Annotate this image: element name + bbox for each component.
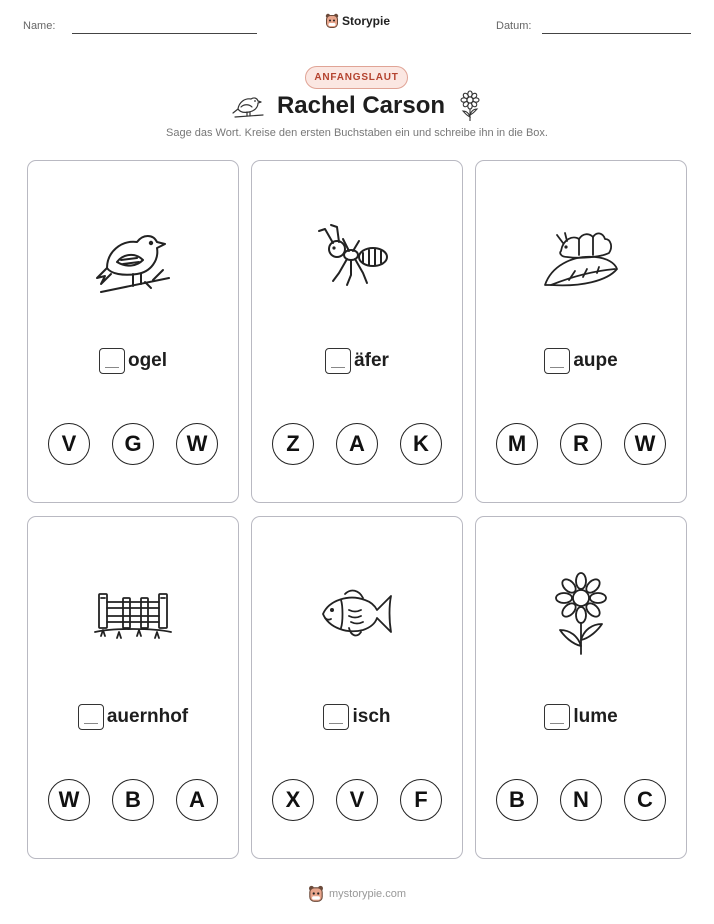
word-remainder: ogel <box>127 350 168 371</box>
answer-box[interactable] <box>99 348 125 374</box>
answer-box[interactable] <box>544 348 570 374</box>
letter-option[interactable]: V <box>336 779 378 821</box>
footer-url[interactable]: mystorypie.com <box>328 888 407 900</box>
word-card-3 <box>475 160 687 503</box>
letter-option[interactable]: W <box>624 423 666 465</box>
letter-option[interactable]: G <box>112 423 154 465</box>
name-field[interactable] <box>72 33 257 34</box>
word-card-6 <box>475 516 687 859</box>
date-field[interactable] <box>542 33 691 34</box>
letter-option[interactable]: B <box>496 779 538 821</box>
word-remainder: isch <box>352 706 391 727</box>
word-remainder: lume <box>573 706 618 727</box>
topic-badge: ANFANGSLAUT <box>305 66 408 89</box>
bird-on-branch-icon <box>231 91 265 121</box>
letter-option[interactable]: M <box>496 423 538 465</box>
page-title: Rachel Carson <box>276 92 446 119</box>
brand-logo <box>325 13 390 29</box>
flower-icon <box>546 572 616 656</box>
flower-icon <box>457 90 483 122</box>
caterpillar-icon <box>541 223 621 293</box>
letter-option[interactable]: B <box>112 779 154 821</box>
letter-option[interactable]: R <box>560 423 602 465</box>
letter-option[interactable]: N <box>560 779 602 821</box>
answer-box[interactable] <box>325 348 351 374</box>
letter-option[interactable]: C <box>624 779 666 821</box>
letter-option[interactable]: W <box>48 779 90 821</box>
word-remainder: auernhof <box>106 706 189 727</box>
word-card-2 <box>251 160 463 503</box>
answer-box[interactable] <box>78 704 104 730</box>
farm-fence-icon <box>93 584 173 644</box>
letter-option[interactable]: X <box>272 779 314 821</box>
letter-option[interactable]: K <box>400 423 442 465</box>
brand-name: Storypie <box>342 14 391 28</box>
letter-option[interactable]: A <box>176 779 218 821</box>
word-remainder: äfer <box>354 350 389 371</box>
answer-box[interactable] <box>544 704 570 730</box>
letter-option[interactable]: V <box>48 423 90 465</box>
word-remainder: aupe <box>573 350 618 371</box>
word-card-5 <box>251 516 463 859</box>
letter-option[interactable]: F <box>400 779 442 821</box>
storypie-mascot-icon <box>308 885 324 903</box>
bird-icon <box>93 218 173 298</box>
letter-option[interactable]: A <box>336 423 378 465</box>
ant-icon <box>317 223 397 293</box>
word-card-1 <box>27 160 239 503</box>
fish-icon <box>317 584 397 644</box>
date-label: Datum: <box>496 20 532 32</box>
letter-option[interactable]: Z <box>272 423 314 465</box>
instruction-text: Sage das Wort. Kreise den ersten Buchstaben ein und schreibe ihn in die Box. <box>166 127 548 139</box>
storypie-mascot-icon <box>325 13 339 29</box>
answer-box[interactable] <box>323 704 349 730</box>
word-card-4 <box>27 516 239 859</box>
name-label: Name: <box>23 20 56 32</box>
letter-option[interactable]: W <box>176 423 218 465</box>
